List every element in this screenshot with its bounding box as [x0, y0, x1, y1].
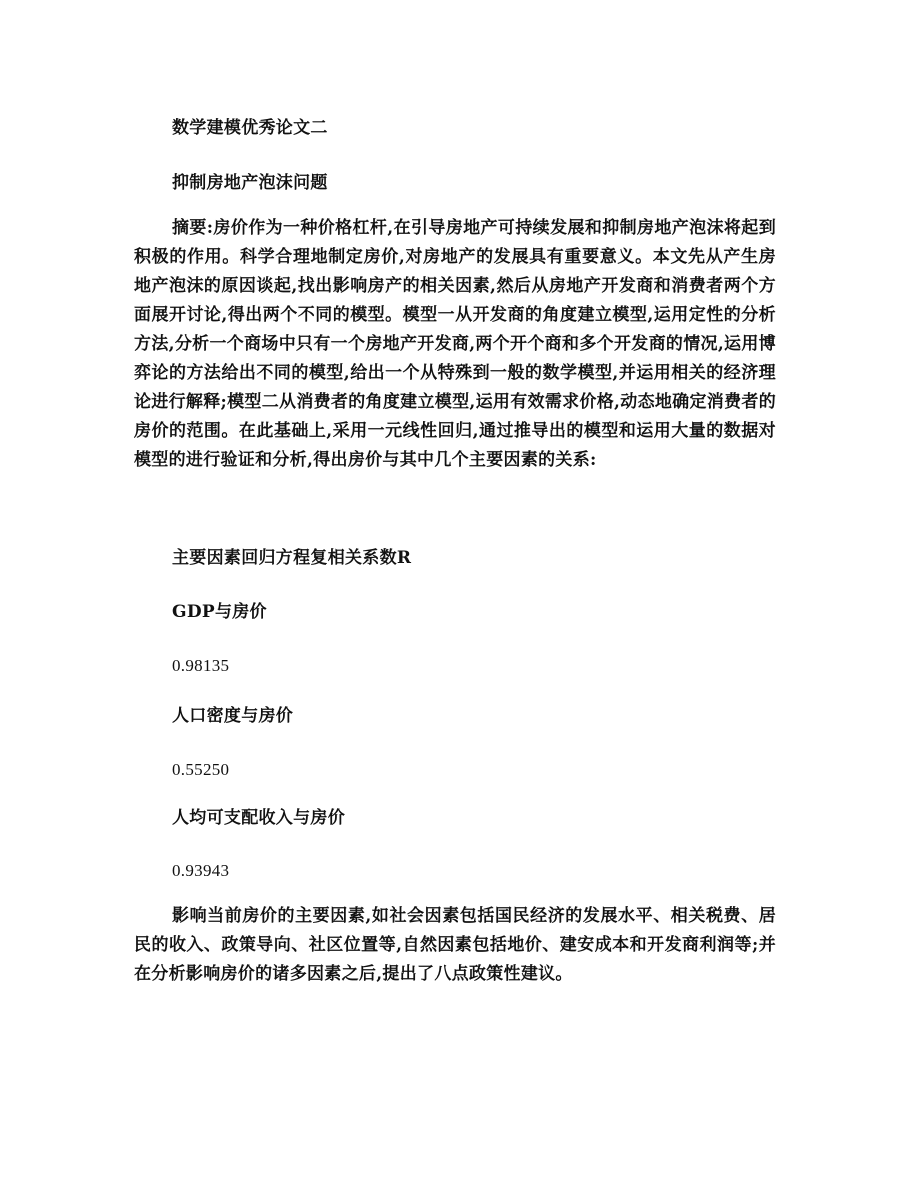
factor-name: GDP与房价 — [172, 602, 267, 622]
conclusion-paragraph: 影响当前房价的主要因素,如社会因素包括国民经济的发展水平、相关税费、居民的收入、政策导向、社区位置等,自然因素包括地价、建安成本和开发商利润等;并在分析影响房价的诸多因素之后,提出了八点政策性建议。 — [134, 906, 776, 984]
document-subtitle: 抑制房地产泡沫问题 — [172, 173, 328, 193]
table-header: 主要因素回归方程复相关系数R — [172, 548, 412, 568]
factor-r-value: 0.55250 — [172, 760, 230, 779]
factor-name: 人口密度与房价 — [172, 706, 294, 726]
factor-name: 人均可支配收入与房价 — [172, 808, 345, 828]
document-title: 数学建模优秀论文二 — [172, 118, 328, 138]
factor-r-value: 0.98135 — [172, 656, 230, 675]
abstract-paragraph: 摘要:房价作为一种价格杠杆,在引导房地产可持续发展和抑制房地产泡沫将起到积极的作用。科学合理地制定房价,对房地产的发展具有重要意义。本文先从产生房地产泡沫的原因谈起,找出影响房产的相关因素,然后从房地产开发商和消费者两个方面展开讨论,得出两个不同的模型。模型一从开发商的角度建立模型,运用定性的分析方法,分析一个商场中只有一个房地产开发商,两个开个商和多个开发商的情况,运用博弈论的方法给出不同的模型,给出一个从特殊到一般的数学模型,并运用相关的经济理论进行解释;模型二从消费者的角度建立模型,运用有效需求价格,动态地确定消费者的房价的范围。在此基础上,采用一元线性回归,通过推导出的模型和运用大量的数据对模型的进行验证和分析,得出房价与其中几个主要因素的关系: — [134, 218, 776, 470]
factor-r-value: 0.93943 — [172, 861, 230, 880]
